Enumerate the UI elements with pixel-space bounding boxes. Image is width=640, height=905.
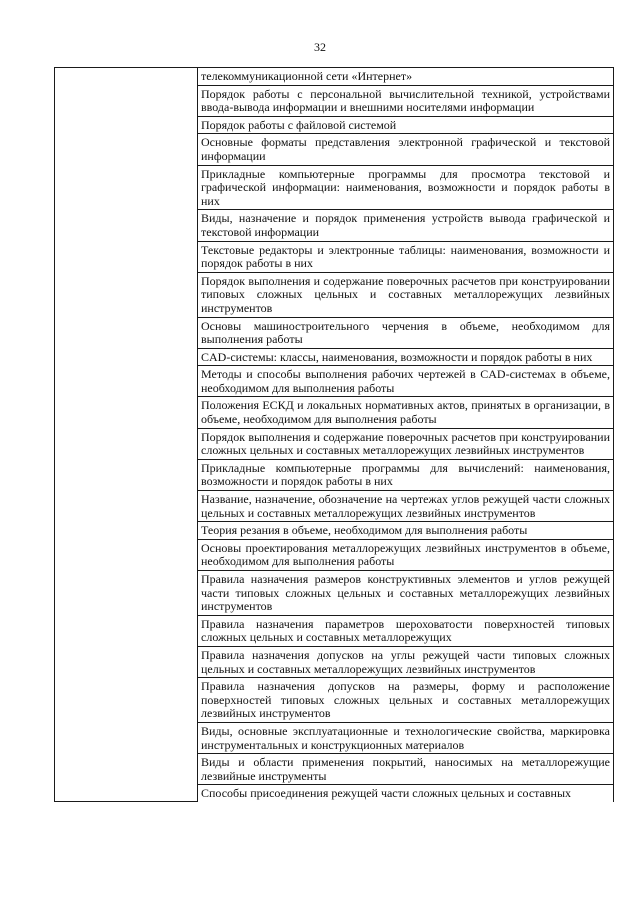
table-cell: Порядок работы с файловой системой [198, 116, 614, 134]
table-cell: Способы присоединения режущей части сложных цельных и составных [198, 785, 614, 802]
table-cell: Виды, основные эксплуатационные и технологические свойства, маркировка инструментальных и конструкционных материалов [198, 722, 614, 753]
table-cell: Прикладные компьютерные программы для вычислений: наименования, возможности и порядок работы в них [198, 459, 614, 490]
table-cell: Виды и области применения покрытий, наносимых на металлорежущие лезвийные инструменты [198, 754, 614, 785]
table-cell: Текстовые редакторы и электронные таблицы: наименования, возможности и порядок работы в них [198, 241, 614, 272]
table-cell: Порядок работы с персональной вычислительной техникой, устройствами ввода-вывода информации и внешними носителями информации [198, 85, 614, 116]
table-cell: Теория резания в объеме, необходимом для выполнения работы [198, 522, 614, 540]
table-cell: Методы и способы выполнения рабочих чертежей в CAD-системах в объеме, необходимом для выполнения работы [198, 366, 614, 397]
table-cell: CAD-системы: классы, наименования, возможности и порядок работы в них [198, 348, 614, 366]
table-cell: Порядок выполнения и содержание поверочных расчетов при конструировании сложных цельных и составных металлорежущих лезвийных инструментов [198, 428, 614, 459]
table-cell: Правила назначения параметров шероховатости поверхностей типовых сложных цельных и составных металлорежущих [198, 615, 614, 646]
table-cell: Правила назначения допусков на размеры, форму и расположение поверхностей типовых сложных цельных и составных металлорежущих лезвийных инструментов [198, 678, 614, 723]
left-column-cell [55, 68, 198, 802]
table-cell: Основы машиностроительного черчения в объеме, необходимом для выполнения работы [198, 317, 614, 348]
table-cell: Прикладные компьютерные программы для просмотра текстовой и графической информации: наименования, возможности и порядок работы в них [198, 165, 614, 210]
table-cell: Основы проектирования металлорежущих лезвийных инструментов в объеме, необходимом для выполнения работы [198, 539, 614, 570]
table-row [55, 68, 614, 86]
table-cell: Название, назначение, обозначение на чертежах углов режущей части сложных цельных и составных металлорежущих лезвийных инструментов [198, 491, 614, 522]
page-number: 32 [314, 40, 326, 54]
requirements-table [54, 67, 614, 802]
table-cell: Виды, назначение и порядок применения устройств вывода графической и текстовой информации [198, 210, 614, 241]
table-cell: Основные форматы представления электронной графической и текстовой информации [198, 134, 614, 165]
table-cell: телекоммуникационной сети «Интернет» [198, 68, 614, 86]
table-cell: Порядок выполнения и содержание поверочных расчетов при конструировании типовых сложных цельных и составных металлорежущих лезвийных инструментов [198, 272, 614, 317]
table-cell: Правила назначения допусков на углы режущей части типовых сложных цельных и составных металлорежущих лезвийных инструментов [198, 646, 614, 677]
table-cell: Положения ЕСКД и локальных нормативных актов, принятых в организации, в объеме, необходимом для выполнения работы [198, 397, 614, 428]
table-cell: Правила назначения размеров конструктивных элементов и углов режущей части типовых сложных цельных и составных металлорежущих лезвийных инструментов [198, 571, 614, 616]
